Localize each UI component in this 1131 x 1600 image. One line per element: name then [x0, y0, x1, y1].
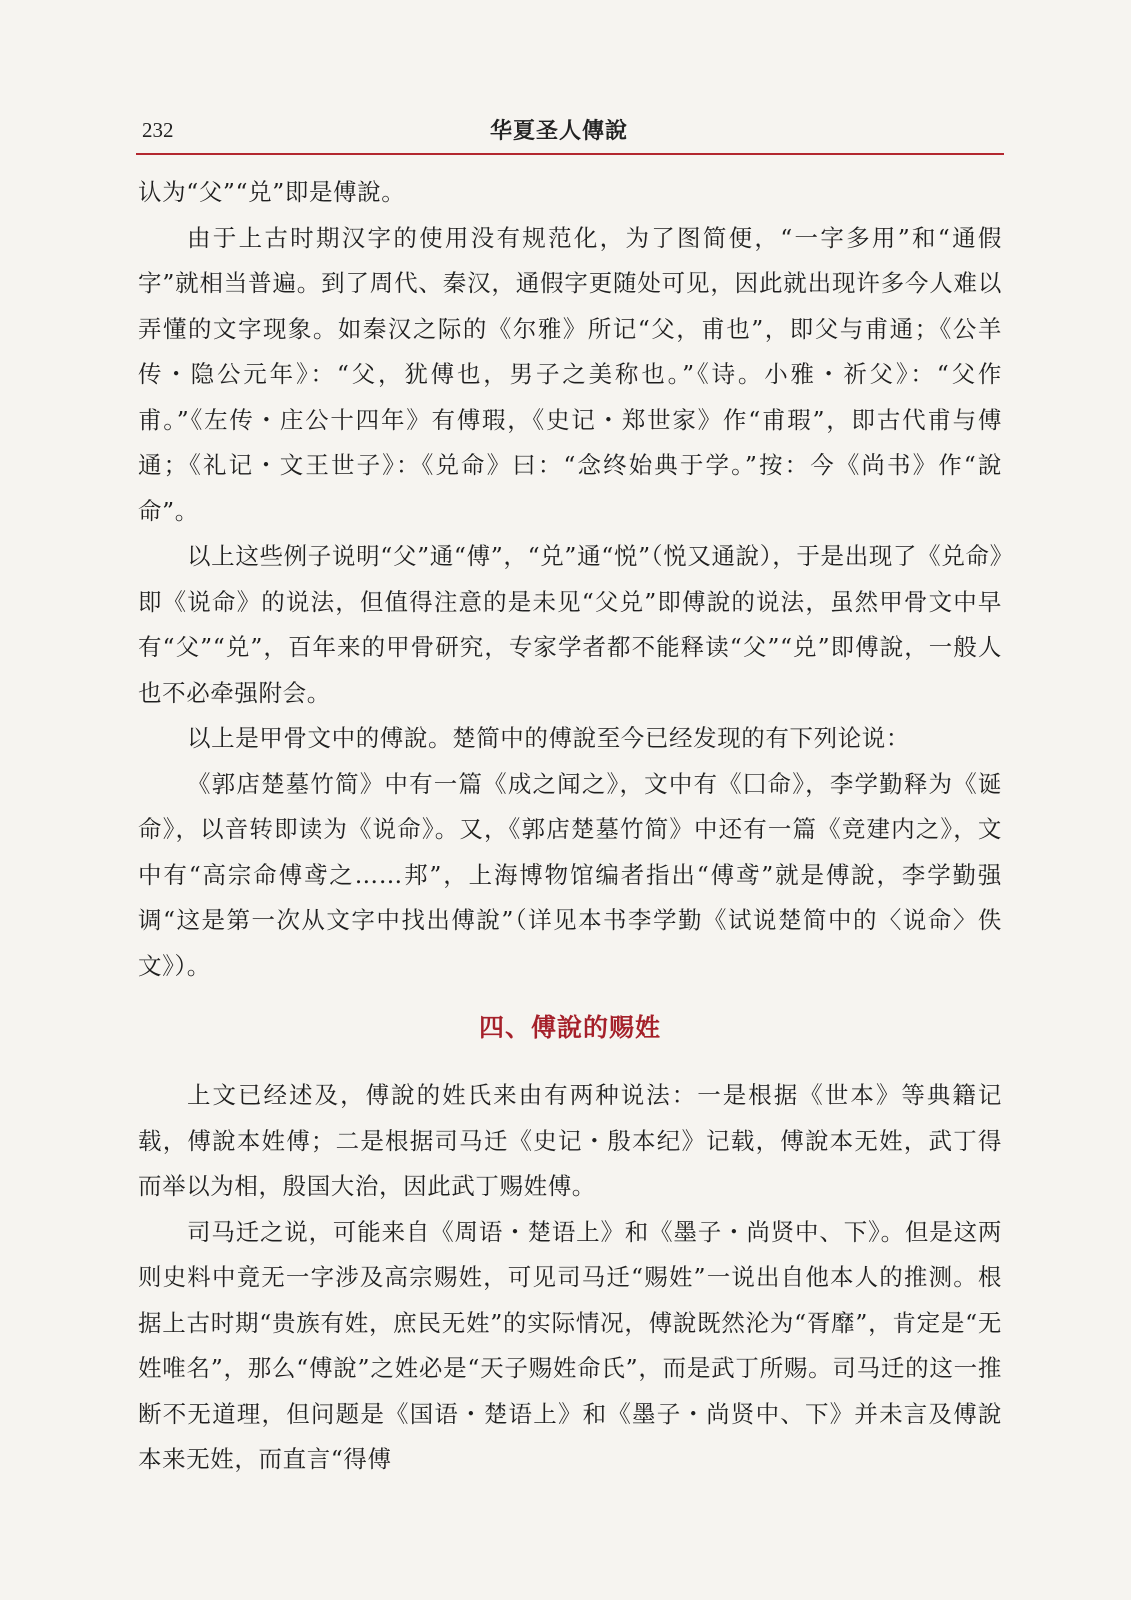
section-heading: 四、傅說的赐姓 [478, 1013, 661, 1042]
page-number: 232 [142, 118, 174, 142]
paragraph: 司马迁之说，可能来自《周语・楚语上》和《墨子・尚贤中、下》。但是这两则史料中竟无一字涉及高宗赐姓，可见司马迁“赐姓”一说出自他本人的推测。根据上古时期“贵族有姓，庶民无姓”的实际情况，傅說既然沦为“胥靡”，肯定是“无姓唯名”，那么“傅說”之姓必是“天子赐姓命氏”，而是武丁所赐。司马迁的这一推断不无道理，但问题是《国语・楚语上》和《墨子・尚贤中、下》并未言及傅說本来无姓，而直言“得傅 [138, 1217, 1002, 1473]
paragraph: 由于上古时期汉字的使用没有规范化，为了图简便，“一字多用”和“通假字”就相当普遍。到了周代、秦汉，通假字更随处可见，因此就出现许多今人难以弄懂的文字现象。如秦汉之际的《尔雅》所记“父，甫也”，即父与甫通；《公羊传・隐公元年》：“父，犹傅也，男子之美称也。”《诗。小雅・祈父》：“父作甫。”《左传・庄公十四年》有傅瑕，《史记・郑世家》作“甫瑕”，即古代甫与傅通；《礼记・文王世子》：《兑命》曰：“念终始典于学。”按：今《尚书》作“說命”。 [138, 223, 1002, 525]
paragraph: 以上这些例子说明“父”通“傅”，“兑”通“悦”（悦又通說），于是出现了《兑命》即《说命》的说法，但值得注意的是未见“父兑”即傅說的说法，虽然甲骨文中早有“父”“兑”，百年来的甲骨研究，专家学者都不能释读“父”“兑”即傅說，一般人也不必牵强附会。 [138, 542, 1002, 707]
running-title: 华夏圣人傳說 [490, 119, 629, 144]
paragraph: 认为“父”“兑”即是傅說。 [138, 178, 406, 206]
page-header [138, 112, 1002, 152]
paragraph: 《郭店楚墓竹简》中有一篇《成之闻之》，文中有《囗命》，李学勤释为《诞命》，以音转即读为《说命》。又，《郭店楚墓竹简》中还有一篇《竞建内之》，文中有“高宗命傅鸢之……邦”，上海博物馆编者指出“傅鸢”就是傅說，李学勤强调“这是第一次从文字中找出傅說”（详见本书李学勤《试说楚简中的〈说命〉佚文》）。 [138, 769, 1002, 980]
body-text [138, 170, 1002, 1483]
header-rule [136, 153, 1004, 155]
paragraph: 上文已经述及，傅說的姓氏来由有两种说法：一是根据《世本》等典籍记载，傅說本姓傅；二是根据司马迁《史记・殷本纪》记载，傅說本无姓，武丁得而举以为相，殷国大治，因此武丁赐姓傅。 [138, 1081, 1002, 1200]
paragraph: 以上是甲骨文中的傅說。楚简中的傅說至今已经发现的有下列论说： [187, 724, 910, 752]
